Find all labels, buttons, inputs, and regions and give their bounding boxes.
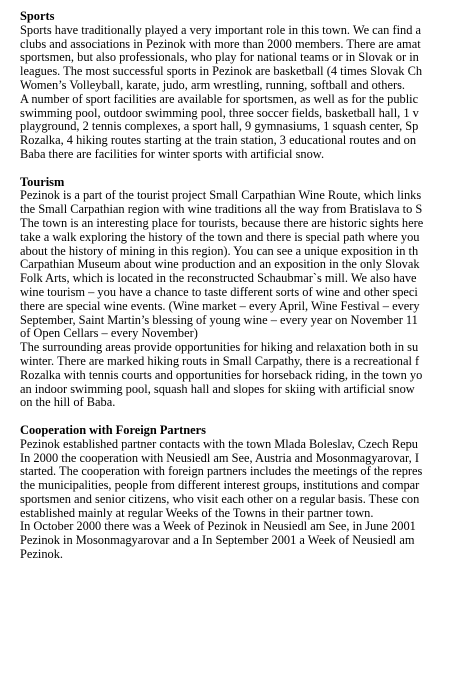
- text-line: of Open Cellars – every November): [20, 327, 198, 341]
- text-line: Pezinok.: [20, 548, 64, 562]
- text-line: Folk Arts, which is located in the reconstructed Schaubmar`s mill. We also have: [20, 272, 417, 286]
- text-line: Rozalka, 4 hiking routes starting at the train station, 3 educational routes and on: [20, 134, 417, 148]
- section-heading-tourism: Tourism: [20, 174, 65, 189]
- section-body-sports: [20, 24, 465, 162]
- text-line: winter. There are marked hiking routs in Small Carpathy, there is a recreational f: [20, 354, 420, 368]
- text-line: Sports have traditionally played a very important role in this town. We can find a: [20, 23, 422, 37]
- text-line: Pezinok is a part of the tourist project Small Carpathian Wine Route, which links: [20, 189, 422, 203]
- text-line: A number of sport facilities are available for sportsmen, as well as for the public: [20, 92, 419, 106]
- text-line: clubs and associations in Pezinok with more than 2000 members. There are amat: [20, 37, 421, 51]
- text-line: Pezinok established partner contacts with the town Mlada Boleslav, Czech Repu: [20, 437, 419, 451]
- text-line: the Small Carpathian region with wine traditions all the way from Bratislava to S: [20, 203, 423, 217]
- section-body-tourism: [20, 189, 465, 410]
- text-line: sportsmen, but also professionals, who play for national teams or in Slovak or in: [20, 51, 419, 65]
- text-line: In October 2000 there was a Week of Pezinok in Neusiedl am See, in June 2001: [20, 520, 416, 534]
- text-line: there are special wine events. (Wine market – every April, Wine Festival – every: [20, 299, 420, 313]
- text-line: take a walk exploring the history of the town and there is special path where you: [20, 230, 420, 244]
- text-line: swimming pool, outdoor swimming pool, three soccer fields, basketball hall, 1 v: [20, 106, 419, 120]
- text-line: The town is an interesting place for tourists, because there are historic sights here: [20, 216, 424, 230]
- text-line: an indoor swimming pool, squash hall and slopes for skiing with artificial snow: [20, 382, 415, 396]
- text-line: on the hill of Baba.: [20, 396, 116, 410]
- section-spacer: [20, 410, 465, 424]
- text-line: Rozalka with tennis courts and opportunities for horseback riding, in the town yo: [20, 368, 423, 382]
- text-line: Carpathian Museum about wine production and an exposition in the only Slovak: [20, 258, 420, 272]
- text-line: established mainly at regular Weeks of the Towns in their partner town.: [20, 506, 374, 520]
- text-line: Women’s Volleyball, karate, judo, arm wrestling, running, softball and others.: [20, 78, 405, 92]
- text-line: the municipalities, people from different interest groups, institutions and compar: [20, 479, 420, 493]
- text-line: September, Saint Martin’s blessing of young wine – every year on November 11: [20, 313, 418, 327]
- section-spacer: [20, 162, 465, 176]
- text-line: leagues. The most successful sports in Pezinok are basketball (4 times Slovak Ch: [20, 65, 423, 79]
- text-line: In 2000 the cooperation with Neusiedl am See, Austria and Mosonmagyarovar, I: [20, 451, 420, 465]
- section-tourism: [20, 176, 465, 411]
- section-heading-cooperation: Cooperation with Foreign Partners: [20, 422, 206, 437]
- text-line: sportsmen and senior citizens, who visit each other on a regular basis. These con: [20, 492, 420, 506]
- text-line: wine tourism – you have a chance to taste different sorts of wine and other speci: [20, 285, 418, 299]
- text-line: The surrounding areas provide opportunities for hiking and relaxation both in su: [20, 341, 419, 355]
- text-line: Baba there are facilities for winter sports with artificial snow.: [20, 147, 325, 161]
- text-line: Pezinok in Mosonmagyarovar and a In September 2001 a Week of Neusiedl am: [20, 534, 415, 548]
- section-heading-sports: Sports: [20, 9, 55, 23]
- text-line: about the history of mining in this region). You can see a unique exposition in th: [20, 244, 419, 258]
- text-line: started. The cooperation with foreign partners includes the meetings of the repres: [20, 465, 423, 479]
- document-page: [20, 10, 465, 562]
- text-line: playground, 2 tennis complexes, a sport hall, 9 gymnasiums, 1 squash center, Sp: [20, 120, 419, 134]
- section-sports: [20, 10, 465, 162]
- section-cooperation: [20, 424, 465, 562]
- section-body-cooperation: [20, 438, 465, 562]
